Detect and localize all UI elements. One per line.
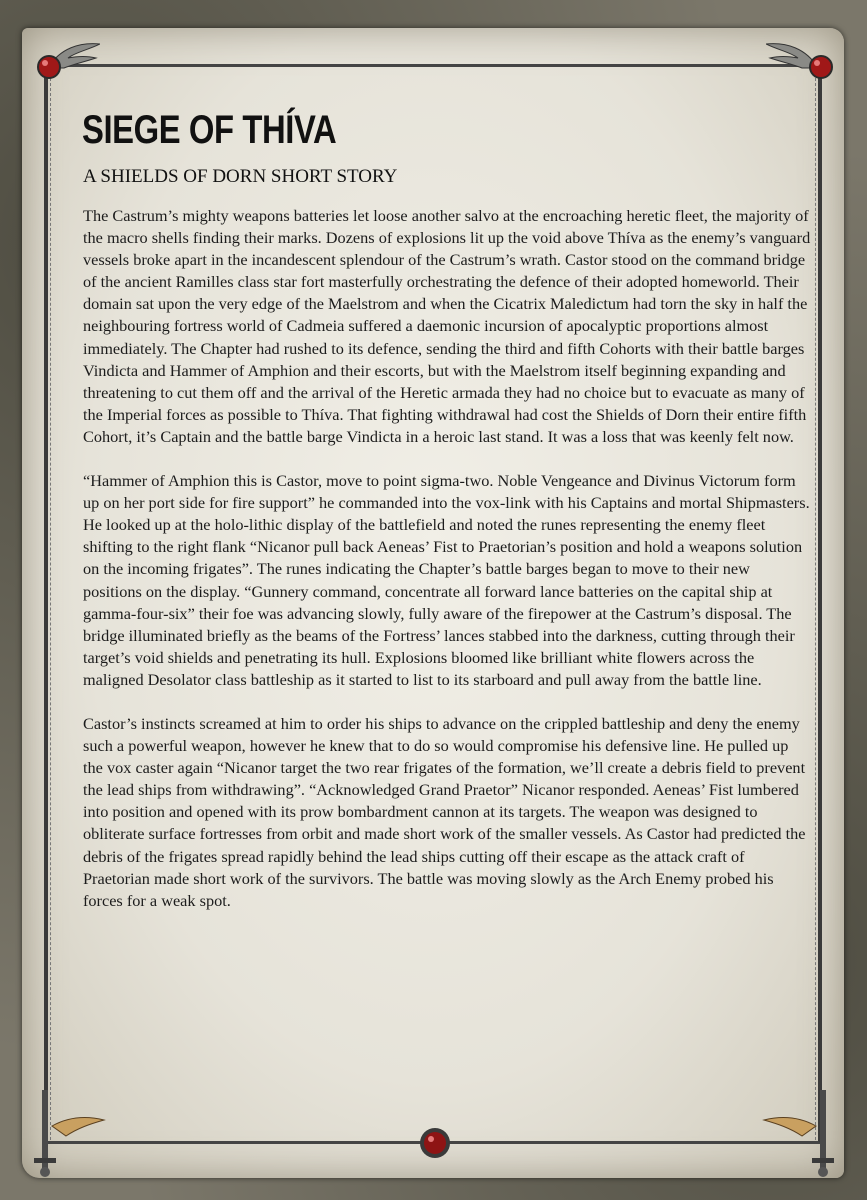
red-gem-icon [34, 52, 64, 82]
paragraph: “Hammer of Amphion this is Castor, move to point sigma-two. Noble Vengeance and Divinus Victorum form up on her port side for fire support” he commanded into the vox-link with his Captains and mortal Shipmasters. He looked up at the holo-lithic display of the battlefield and noted the runes representing the enemy fleet shifting to the right flank “Nicanor pull back Aeneas’ Fist to Praetorian’s position and hold a weapons solution on the incoming frigates”. The runes indicating the Chapter’s battle barges began to move to their new positions on the display. “Gunnery command, concentrate all forward lance batteries on the capital ship at gamma-four-six” their foe was advancing slowly, fully aware of the firepower at the Castrum’s disposal. The bridge illuminated briefly as the beams of the Fortress’ lances stabbed into the darkness, cutting through their target’s void shields and penetrating its hull. Explosions bloomed like brilliant white flowers across the maligned Desolator class battleship as it started to list to its starboard and pull away from the battle line. [83, 471, 810, 689]
story-body [83, 205, 811, 934]
red-gem-icon [806, 52, 836, 82]
sword-icon [26, 1080, 106, 1180]
red-gem-icon [418, 1126, 452, 1160]
page-title: SIEGE OF THÍVA [82, 108, 337, 152]
sword-icon [762, 1080, 842, 1180]
paragraph: The Castrum’s mighty weapons batteries let loose another salvo at the encroaching heretic fleet, the majority of the macro shells finding their marks. Dozens of explosions lit up the void above Thíva as the enemy’s vanguard vessels broke apart in the incandescent splendour of the Castrum’s wrath. Castor stood on the command bridge of the ancient Ramilles class star fort masterfully orchestrating the defence of their adopted homeworld. Their domain sat upon the very edge of the Maelstrom and when the Cicatrix Maledictum had torn the sky in half the neighbouring fortress world of Cadmeia suffered a daemonic incursion of apocalyptic proportions almost immediately. The Chapter had rushed to its defence, sending the third and fifth Cohorts with their battle barges Vindicta and Hammer of Amphion and their escorts, but with the Maelstrom itself beginning expanding and threatening to cut them off and the arrival of the Heretic armada they had no choice but to evacuate as many of the Imperial forces as possible to Thíva. That fighting withdrawal had cost the Shields of Dorn their entire fifth Cohort, it’s Captain and the battle barge Vindicta in a heroic last stand. It was a loss that was keenly felt now. [83, 206, 811, 446]
page-subtitle: A SHIELDS OF DORN SHORT STORY [83, 166, 398, 187]
paragraph: Castor’s instincts screamed at him to order his ships to advance on the crippled battleship and deny the enemy such a powerful weapon, however he knew that to do so would compromise his defensive line. He pulled up the vox caster again “Nicanor target the two rear frigates of the formation, we’ll create a debris field to prevent the lead ships from withdrawing”. “Acknowledged Grand Praetor” Nicanor responded. Aeneas’ Fist lumbered into position and opened with its prow bombardment cannon at its targets. The weapon was designed to obliterate surface fortresses from orbit and made short work of the smaller vessels. As Castor had predicted the debris of the frigates spread rapidly behind the lead ships cutting off their escape as the attack craft of Praetorian made short work of the survivors. The battle was moving slowly as the Arch Enemy probed his forces for a weak spot. [83, 713, 806, 910]
